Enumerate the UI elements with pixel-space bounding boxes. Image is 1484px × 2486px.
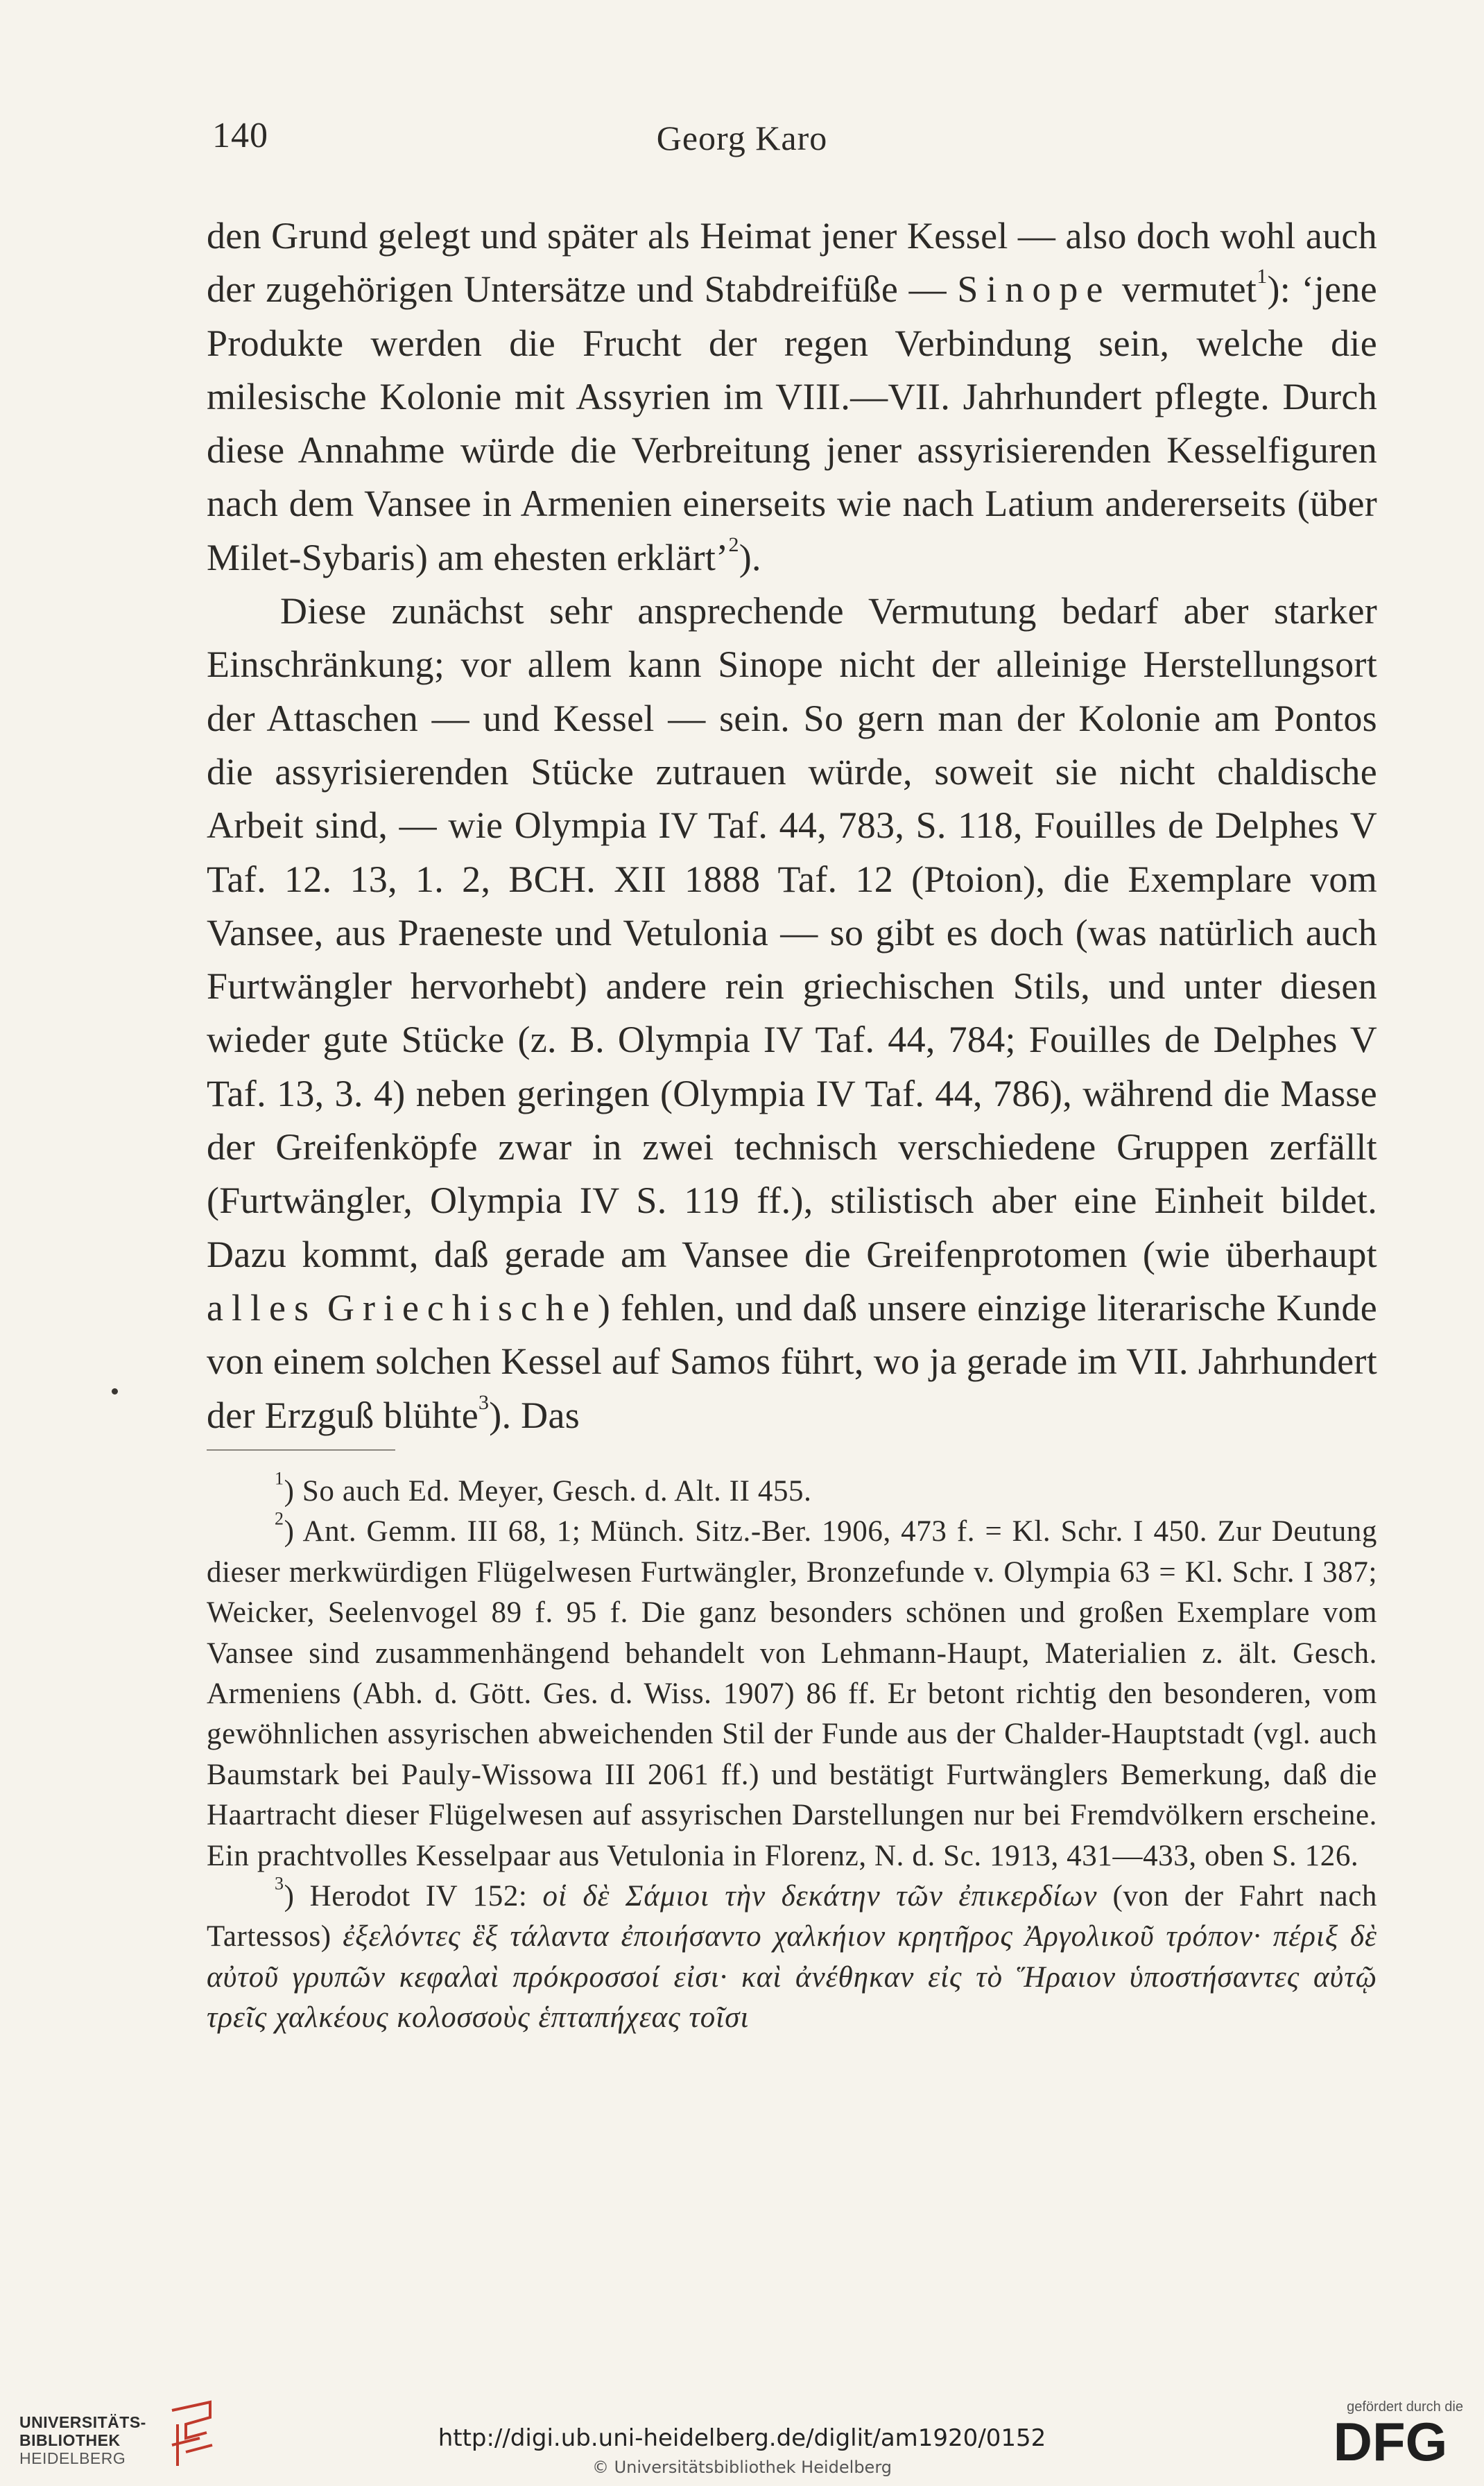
greek-quote-2: ἐξελόντες ἓξ τάλαντα ἐποιήσαντο χαλκήιον κρητῆρος Ἀργολικοῦ τρόπον· πέριξ δὲ αὐτοῦ γρυπῶν κεφαλαὶ πρόκροσσοί εἰσι· καὶ ἀνέθηκαν εἰς τὸ Ἥραιον ὑποστήσαντες αὐτῷ τρεῖς χαλκέους κολοσσοὺς ἑπταπήχεας τοῖσι xyxy=(207,1920,1377,2035)
page-number: 140 xyxy=(212,116,268,155)
dfg-logo[interactable] xyxy=(1318,2399,1463,2476)
footer xyxy=(0,2385,1484,2486)
footnote-ref-3: 3 xyxy=(478,1390,490,1414)
greek-quote-1: οἱ δὲ Σάμιοι τὴν δεκάτην τῶν ἐπικερδίων xyxy=(542,1880,1098,1913)
footnote-ref-1: 1 xyxy=(1257,265,1268,288)
dfg-wordmark-text: DFG xyxy=(1333,2412,1448,2467)
source-url-link[interactable]: http://digi.ub.uni-heidelberg.de/diglit/am1920/0152 xyxy=(438,2424,1046,2452)
footnotes xyxy=(207,1468,1377,2039)
footnote-3: $^3$) Herodot IV 152: οἱ δὲ Σάμιοι τὴν δεκάτην τῶν ἐπικερδίων (von der Fahrt nach Tartessos) ἐξελόντες ἓξ τάλαντα ἐποιήσαντο χαλκήιον κρητῆρος Ἀργολικοῦ τρόπον· πέριξ δὲ αὐτοῦ γρυπῶν κεφαλαὶ πρόκροσσοί εἰσι· καὶ ἀνέθηκαν εἰς τὸ Ἥραιον ὑποστήσαντες αὐτῷ τρεῖς χαλκέους κολοσσοὺς ἑπταπήχεας τοῖσι xyxy=(207,1873,1377,2035)
spaced-alles: alles xyxy=(207,1286,317,1329)
footnote-1: $^1$) So auch Ed. Meyer, Gesch. d. Alt. II 455. xyxy=(275,1468,812,1508)
margin-mark xyxy=(112,1388,118,1395)
sponsor-caption: gefördert durch die xyxy=(1347,2399,1463,2415)
copyright-notice: © Universitätsbibliothek Heidelberg xyxy=(592,2458,892,2477)
footnote-2: $^2$) Ant. Gemm. III 68, 1; Münch. Sitz.-Ber. 1906, 473 f. = Kl. Schr. I 450. Zur Deutung dieser merkwürdigen Flügelwesen Furtwängler, Bronzefunde v. Olympia 63 = Kl. Schr. I 387; Weicker, Seelenvogel 89 f. 95 f. Die ganz besonders schönen und großen Exemplare vom Vansee sind zusammenhängend behandelt von Lehmann-Haupt, Materialien z. ält. Gesch. Armeniens (Abh. d. Gött. Ges. d. Wiss. 1907) 86 ff. Er betont richtig den besonderen, vom gewöhnlichen assyrischen abweichenden Stil der Funde aus der Chalder-Hauptstadt (vgl. auch Baumstark bei Pauly-Wissowa III 2061 ff.) und bestätigt Furtwänglers Bemerkung, daß die Haartracht dieser Flügelwesen auf assyrischen Darstellungen nur bei Fremdvölkern erscheine. Ein prachtvolles Kesselpaar aus Vetulonia in Florenz, N. d. Sc. 1913, 431—433, oben S. 126. xyxy=(207,1509,1377,1872)
library-logo[interactable]: UNIVERSITÄTS- BIBLIOTHEK HEIDELBERG xyxy=(19,2401,255,2477)
running-head: Georg Karo xyxy=(656,119,828,157)
dfg-wordmark-icon xyxy=(1318,2412,1463,2467)
main-text xyxy=(207,209,1377,1442)
spaced-sinope: Sinope xyxy=(957,268,1112,311)
paragraph-1: den Grund gelegt und später als Heimat jener Kessel — also doch wohl auch der zugehörigen Untersätze und Stabdreifüße — Sinope vermutet$^1$): ‘jene Produkte werden die Frucht der regen Verbindung sein, welche die milesische Kolonie mit Assyrien im VIII.—VII. Jahrhundert pflegte. Durch diese Annahme würde die Verbreitung jener assyrisierenden Kesselfiguren nach dem Vansee in Armenien einerseits wie nach Latium andererseits (über Milet-Sybaris) am ehesten erklärt’$^2$). xyxy=(207,215,1377,578)
spaced-griechische: Griechische xyxy=(327,1286,598,1329)
footnote-ref-2: 2 xyxy=(728,533,739,556)
paragraph-2: Diese zunächst sehr ansprechende Vermutung bedarf aber starker Einschränkung; vor allem kann Sinope nicht der alleinige Herstellungsort der Attaschen — und Kessel — sein. So gern man der Kolonie am Pontos die assyrisierenden Stücke zutrauen würde, soweit sie nicht chaldische Arbeit sind, — wie Olympia IV Taf. 44, 783, S. 118, Fouilles de Delphes V Taf. 12. 13, 1. 2, BCH. XII 1888 Taf. 12 (Ptoion), die Exemplare vom Vansee, aus Praeneste und Vetulonia — so gibt es doch (was natürlich auch Furtwängler hervorhebt) andere rein griechischen Stils, und unter diesen wieder gute Stücke (z. B. Olympia IV Taf. 44, 784; Fouilles de Delphes V Taf. 13, 3. 4) neben geringen (Olympia IV Taf. 44, 786), während die Masse der Greifenköpfe zwar in zwei technisch verschiedene Gruppen zerfällt (Furtwängler, Olympia IV S. 119 ff.), stilistisch aber eine Einheit bildet. Dazu kommt, daß gerade am Vansee die Greifenprotomen (wie überhaupt alles Griechische) fehlen, und daß unsere einzige literarische Kunde von einem solchen Kessel auf Samos führt, wo ja gerade im VII. Jahrhundert der Erzguß blühte$^3$). Das xyxy=(207,590,1377,1436)
footnote-separator xyxy=(207,1449,395,1451)
